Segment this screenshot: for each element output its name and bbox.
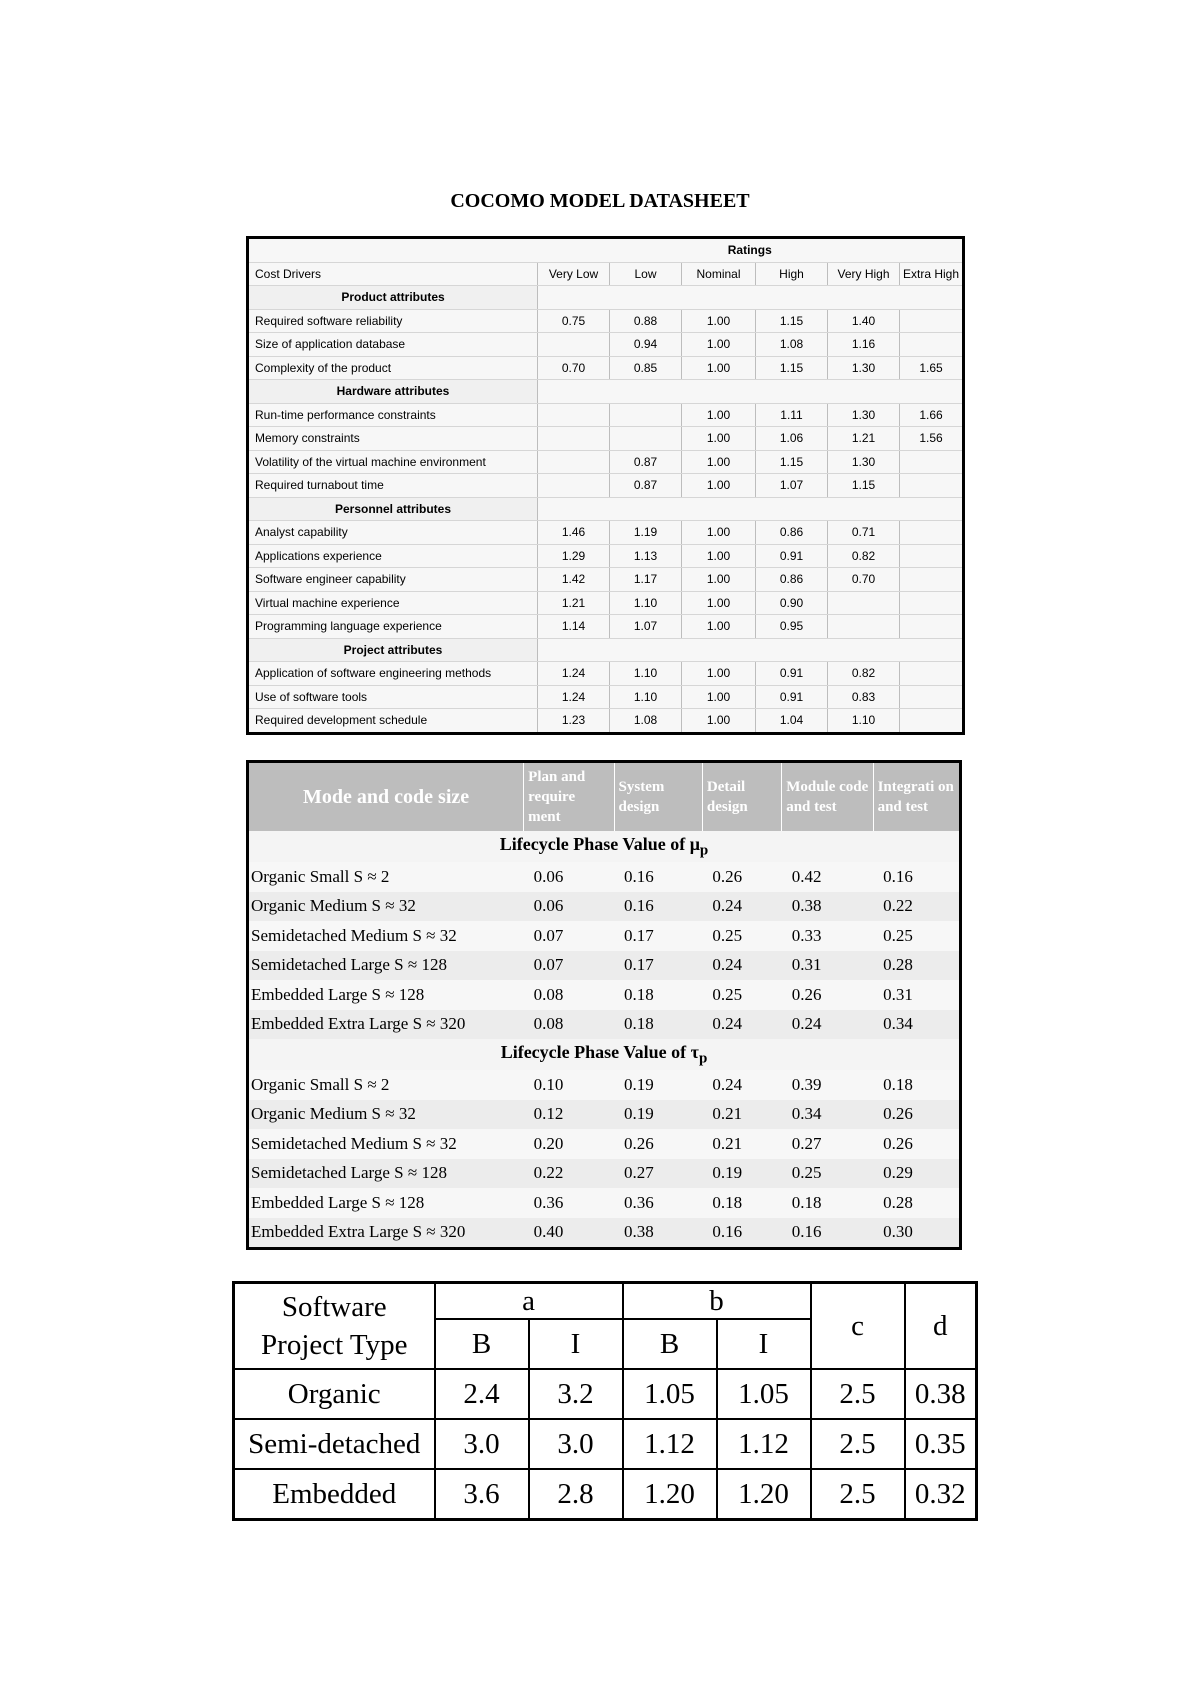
rating-value: 1.00 (682, 685, 756, 709)
phase-value: 0.26 (702, 862, 781, 892)
coefficient-subheader: I (529, 1319, 623, 1369)
rating-value: 1.10 (610, 662, 682, 686)
lifecycle-row (248, 1188, 961, 1218)
phase-value: 0.24 (702, 1070, 781, 1100)
rating-column-header: Very High (828, 262, 900, 286)
coefficient-a-header: a (435, 1283, 623, 1320)
page-title: COCOMO MODEL DATASHEET (450, 190, 750, 212)
lifecycle-row (248, 1100, 961, 1130)
rating-value: 1.30 (828, 403, 900, 427)
phase-value: 0.40 (524, 1218, 614, 1249)
rating-value: 1.29 (538, 544, 610, 568)
lifecycle-table (246, 760, 962, 1250)
phase-value: 0.18 (614, 980, 702, 1010)
rating-value (900, 662, 964, 686)
phase-value: 0.34 (782, 1100, 873, 1130)
phase-value: 0.27 (614, 1159, 702, 1189)
rating-value (828, 615, 900, 639)
phase-value: 0.26 (873, 1100, 960, 1130)
cost-driver-row (248, 568, 964, 592)
rating-value: 0.88 (610, 309, 682, 333)
mode-size-label: Organic Small S ≈ 2 (248, 862, 524, 892)
rating-value: 1.24 (538, 662, 610, 686)
mode-size-label: Semidetached Medium S ≈ 32 (248, 921, 524, 951)
rating-value: 1.00 (682, 615, 756, 639)
coefficient-value: 2.5 (811, 1369, 905, 1419)
rating-value: 1.00 (682, 568, 756, 592)
rating-value: 1.14 (538, 615, 610, 639)
rating-value: 1.00 (682, 662, 756, 686)
phase-value: 0.27 (782, 1129, 873, 1159)
coefficient-subheader: B (623, 1319, 717, 1369)
cost-driver-row (248, 427, 964, 451)
cost-driver-name: Size of application database (248, 333, 538, 357)
phase-value: 0.19 (614, 1100, 702, 1130)
rating-value (900, 450, 964, 474)
phase-value: 0.20 (524, 1129, 614, 1159)
cost-driver-name: Analyst capability (248, 521, 538, 545)
cost-driver-name: Run-time performance constraints (248, 403, 538, 427)
project-type-header-line1: Software (281, 1291, 387, 1323)
cost-driver-name: Required software reliability (248, 309, 538, 333)
lifecycle-row (248, 951, 961, 981)
project-type-header-line2: Project Type (261, 1329, 408, 1361)
phase-value: 0.25 (702, 980, 781, 1010)
phase-value: 0.28 (873, 1188, 960, 1218)
section-header-row (248, 638, 964, 662)
lifecycle-row (248, 1129, 961, 1159)
rating-value (900, 474, 964, 498)
coefficient-value: 1.20 (717, 1469, 811, 1520)
cost-driver-row (248, 356, 964, 380)
rating-value: 1.10 (610, 685, 682, 709)
rating-value: 0.82 (828, 662, 900, 686)
rating-value: 1.42 (538, 568, 610, 592)
lifecycle-row (248, 980, 961, 1010)
rating-value: 1.15 (756, 356, 828, 380)
rating-value (828, 591, 900, 615)
rating-value (900, 685, 964, 709)
rating-value: 1.00 (682, 521, 756, 545)
mode-size-label: Embedded Large S ≈ 128 (248, 1188, 524, 1218)
rating-value (900, 591, 964, 615)
phase-value: 0.16 (782, 1218, 873, 1249)
mode-size-label: Organic Medium S ≈ 32 (248, 892, 524, 922)
section-header-row (248, 286, 964, 310)
section-blank-cell (538, 380, 964, 404)
rating-value: 1.04 (756, 709, 828, 734)
phase-value: 0.22 (524, 1159, 614, 1189)
section-header-row (248, 380, 964, 404)
rating-value: 1.13 (610, 544, 682, 568)
rating-value: 1.00 (682, 474, 756, 498)
coefficient-value: 1.05 (717, 1369, 811, 1419)
phase-value: 0.17 (614, 951, 702, 981)
rating-value (900, 309, 964, 333)
phase-header: System design (614, 762, 702, 832)
mode-size-label: Organic Medium S ≈ 32 (248, 1100, 524, 1130)
rating-value: 0.87 (610, 474, 682, 498)
coefficient-value: 2.8 (529, 1469, 623, 1520)
rating-value: 0.83 (828, 685, 900, 709)
rating-value: 1.00 (682, 309, 756, 333)
mode-size-label: Embedded Large S ≈ 128 (248, 980, 524, 1010)
coefficient-value: 3.2 (529, 1369, 623, 1419)
ratings-header-row (248, 238, 964, 263)
phase-value: 0.10 (524, 1070, 614, 1100)
phase-value: 0.36 (614, 1188, 702, 1218)
phase-value: 0.42 (782, 862, 873, 892)
phase-value: 0.19 (614, 1070, 702, 1100)
phase-value: 0.18 (782, 1188, 873, 1218)
cost-driver-name: Memory constraints (248, 427, 538, 451)
phase-value: 0.17 (614, 921, 702, 951)
phase-value: 0.24 (702, 951, 781, 981)
rating-value: 1.00 (682, 544, 756, 568)
phase-value: 0.18 (702, 1188, 781, 1218)
coefficient-value: 3.0 (435, 1419, 529, 1469)
coefficients-header-row (234, 1283, 977, 1320)
rating-value: 1.40 (828, 309, 900, 333)
rating-value: 1.23 (538, 709, 610, 734)
phase-value: 0.12 (524, 1100, 614, 1130)
phase-value: 0.26 (782, 980, 873, 1010)
rating-column-header: Very Low (538, 262, 610, 286)
rating-value: 1.07 (756, 474, 828, 498)
cost-driver-row (248, 709, 964, 734)
coefficient-value: 0.35 (905, 1419, 977, 1469)
phase-value: 0.34 (873, 1010, 960, 1040)
section-blank-cell (538, 286, 964, 310)
phase-value: 0.26 (873, 1129, 960, 1159)
cost-driver-row (248, 333, 964, 357)
coefficient-value: 1.12 (623, 1419, 717, 1469)
rating-value (538, 403, 610, 427)
mode-header: Mode and code size (248, 762, 524, 832)
rating-value: 1.21 (828, 427, 900, 451)
rating-value: 0.70 (828, 568, 900, 592)
coefficients-table (232, 1281, 978, 1521)
rating-value: 1.00 (682, 403, 756, 427)
phase-value: 0.28 (873, 951, 960, 981)
rating-value: 0.82 (828, 544, 900, 568)
rating-value: 0.91 (756, 662, 828, 686)
rating-value: 1.10 (610, 591, 682, 615)
rating-value (610, 403, 682, 427)
section-title: Personnel attributes (248, 497, 538, 521)
phase-value: 0.08 (524, 1010, 614, 1040)
phase-value: 0.31 (873, 980, 960, 1010)
cost-driver-name: Application of software engineering methods (248, 662, 538, 686)
rating-value: 0.85 (610, 356, 682, 380)
phase-value: 0.25 (782, 1159, 873, 1189)
coefficient-value: 3.6 (435, 1469, 529, 1520)
phase-value: 0.06 (524, 862, 614, 892)
phase-header: Plan and require ment (524, 762, 614, 832)
phase-value: 0.26 (614, 1129, 702, 1159)
cost-driver-name: Required turnabout time (248, 474, 538, 498)
coefficient-value: 3.0 (529, 1419, 623, 1469)
mode-size-label: Semidetached Large S ≈ 128 (248, 951, 524, 981)
section-title: Project attributes (248, 638, 538, 662)
rating-value: 1.00 (682, 591, 756, 615)
rating-value: 1.15 (828, 474, 900, 498)
rating-value: 0.70 (538, 356, 610, 380)
phase-value: 0.18 (614, 1010, 702, 1040)
rating-value: 0.94 (610, 333, 682, 357)
lifecycle-row (248, 892, 961, 922)
cost-drivers-table (246, 236, 965, 735)
coefficient-value: 1.12 (717, 1419, 811, 1469)
section-header-row (248, 497, 964, 521)
rating-value (900, 709, 964, 734)
column-header-row (248, 262, 964, 286)
lifecycle-row (248, 1010, 961, 1040)
coefficient-value: 0.38 (905, 1369, 977, 1419)
phase-header: Integrati on and test (873, 762, 960, 832)
cost-driver-row (248, 521, 964, 545)
coefficient-value: 2.5 (811, 1419, 905, 1469)
cost-driver-row (248, 615, 964, 639)
phase-header: Module code and test (782, 762, 873, 832)
rating-value (538, 450, 610, 474)
phase-value: 0.25 (702, 921, 781, 951)
lifecycle-row (248, 862, 961, 892)
rating-value: 1.11 (756, 403, 828, 427)
mode-size-label: Semidetached Medium S ≈ 32 (248, 1129, 524, 1159)
rating-value: 0.87 (610, 450, 682, 474)
phase-value: 0.16 (873, 862, 960, 892)
coefficient-value: 1.05 (623, 1369, 717, 1419)
rating-value: 1.30 (828, 356, 900, 380)
rating-value (538, 427, 610, 451)
coefficient-c-header: c (811, 1283, 905, 1370)
phase-value: 0.31 (782, 951, 873, 981)
section-blank-cell (538, 638, 964, 662)
rating-value: 1.15 (756, 309, 828, 333)
rating-value: 0.86 (756, 568, 828, 592)
coefficient-value: 1.20 (623, 1469, 717, 1520)
phase-value: 0.39 (782, 1070, 873, 1100)
phase-value: 0.25 (873, 921, 960, 951)
project-type-label: Embedded (234, 1469, 435, 1520)
phase-value: 0.30 (873, 1218, 960, 1249)
header-blank-cell (248, 238, 538, 263)
cost-driver-row (248, 662, 964, 686)
cost-driver-name: Applications experience (248, 544, 538, 568)
phase-value: 0.06 (524, 892, 614, 922)
rating-column-header: Nominal (682, 262, 756, 286)
ratings-label: Ratings (538, 238, 964, 263)
mode-size-label: Embedded Extra Large S ≈ 320 (248, 1218, 524, 1249)
mode-size-label: Semidetached Large S ≈ 128 (248, 1159, 524, 1189)
phase-value: 0.22 (873, 892, 960, 922)
rating-value: 1.46 (538, 521, 610, 545)
phase-value: 0.16 (614, 892, 702, 922)
rating-value: 1.30 (828, 450, 900, 474)
cost-driver-row (248, 309, 964, 333)
phase-value: 0.16 (702, 1218, 781, 1249)
phase-value: 0.07 (524, 921, 614, 951)
phase-value: 0.24 (702, 892, 781, 922)
phase-value: 0.07 (524, 951, 614, 981)
lifecycle-row (248, 1218, 961, 1249)
rating-value: 1.21 (538, 591, 610, 615)
rating-column-header: Extra High (900, 262, 964, 286)
rating-value: 1.66 (900, 403, 964, 427)
section-title: Product attributes (248, 286, 538, 310)
cost-driver-name: Use of software tools (248, 685, 538, 709)
cost-driver-row (248, 591, 964, 615)
section-blank-cell (538, 497, 964, 521)
lifecycle-row (248, 1070, 961, 1100)
coefficient-d-header: d (905, 1283, 977, 1370)
rating-value (900, 544, 964, 568)
cost-driver-name: Complexity of the product (248, 356, 538, 380)
rating-value: 1.00 (682, 356, 756, 380)
rating-column-header: Low (610, 262, 682, 286)
cost-driver-row (248, 685, 964, 709)
rating-value (538, 474, 610, 498)
cost-driver-row (248, 544, 964, 568)
rating-value: 0.91 (756, 685, 828, 709)
rating-value: 1.08 (756, 333, 828, 357)
rating-value (900, 615, 964, 639)
coefficient-subheader: B (435, 1319, 529, 1369)
phase-value: 0.38 (614, 1218, 702, 1249)
project-type-label: Semi-detached (234, 1419, 435, 1469)
lifecycle-row (248, 921, 961, 951)
rating-value: 0.71 (828, 521, 900, 545)
block-title (248, 1039, 961, 1070)
phase-value: 0.18 (873, 1070, 960, 1100)
rating-value (900, 568, 964, 592)
project-type-label: Organic (234, 1369, 435, 1419)
rating-value: 1.00 (682, 709, 756, 734)
coefficient-row (234, 1369, 977, 1419)
phase-value: 0.21 (702, 1129, 781, 1159)
section-title: Hardware attributes (248, 380, 538, 404)
block-title-text: Lifecycle Phase Value of μ (499, 833, 700, 854)
rating-value: 0.90 (756, 591, 828, 615)
block-title-row (248, 1039, 961, 1070)
rating-value (538, 333, 610, 357)
phase-value: 0.16 (614, 862, 702, 892)
phase-value: 0.21 (702, 1100, 781, 1130)
phase-value: 0.38 (782, 892, 873, 922)
rating-value: 1.56 (900, 427, 964, 451)
cost-driver-name: Required development schedule (248, 709, 538, 734)
rating-value (900, 333, 964, 357)
coefficient-row (234, 1419, 977, 1469)
cost-driver-row (248, 450, 964, 474)
block-title-row (248, 831, 961, 862)
phase-header: Detail design (702, 762, 781, 832)
rating-value: 1.24 (538, 685, 610, 709)
coefficient-subheader: I (717, 1319, 811, 1369)
rating-value: 0.91 (756, 544, 828, 568)
rating-value: 1.17 (610, 568, 682, 592)
mode-size-label: Embedded Extra Large S ≈ 320 (248, 1010, 524, 1040)
block-title-subscript: p (699, 842, 709, 859)
rating-value: 1.00 (682, 450, 756, 474)
phase-value: 0.19 (702, 1159, 781, 1189)
block-title-subscript: p (698, 1050, 708, 1067)
phase-value: 0.33 (782, 921, 873, 951)
rating-value: 1.00 (682, 333, 756, 357)
coefficient-b-header: b (623, 1283, 811, 1320)
rating-value: 1.16 (828, 333, 900, 357)
rating-value: 1.07 (610, 615, 682, 639)
cost-driver-name: Virtual machine experience (248, 591, 538, 615)
phase-value: 0.24 (702, 1010, 781, 1040)
cost-driver-row (248, 403, 964, 427)
block-title-text: Lifecycle Phase Value of τ (500, 1041, 699, 1062)
coefficient-value: 0.32 (905, 1469, 977, 1520)
rating-value: 1.65 (900, 356, 964, 380)
rating-value: 0.95 (756, 615, 828, 639)
rating-value: 0.75 (538, 309, 610, 333)
rating-column-header: High (756, 262, 828, 286)
lifecycle-row (248, 1159, 961, 1189)
rating-value: 1.15 (756, 450, 828, 474)
coefficient-value: 2.5 (811, 1469, 905, 1520)
coefficient-value: 2.4 (435, 1369, 529, 1419)
cost-driver-name: Volatility of the virtual machine environment (248, 450, 538, 474)
cost-driver-name: Software engineer capability (248, 568, 538, 592)
rating-value: 1.08 (610, 709, 682, 734)
cost-drivers-header: Cost Drivers (248, 262, 538, 286)
cost-driver-name: Programming language experience (248, 615, 538, 639)
rating-value (610, 427, 682, 451)
phase-value: 0.08 (524, 980, 614, 1010)
rating-value: 1.00 (682, 427, 756, 451)
rating-value: 1.10 (828, 709, 900, 734)
phase-value: 0.29 (873, 1159, 960, 1189)
phase-value: 0.24 (782, 1010, 873, 1040)
mode-size-label: Organic Small S ≈ 2 (248, 1070, 524, 1100)
rating-value: 0.86 (756, 521, 828, 545)
phase-value: 0.36 (524, 1188, 614, 1218)
rating-value (900, 521, 964, 545)
cost-driver-row (248, 474, 964, 498)
lifecycle-header-row (248, 762, 961, 832)
rating-value: 1.19 (610, 521, 682, 545)
coefficient-row (234, 1469, 977, 1520)
rating-value: 1.06 (756, 427, 828, 451)
project-type-header (234, 1283, 435, 1370)
block-title (248, 831, 961, 862)
